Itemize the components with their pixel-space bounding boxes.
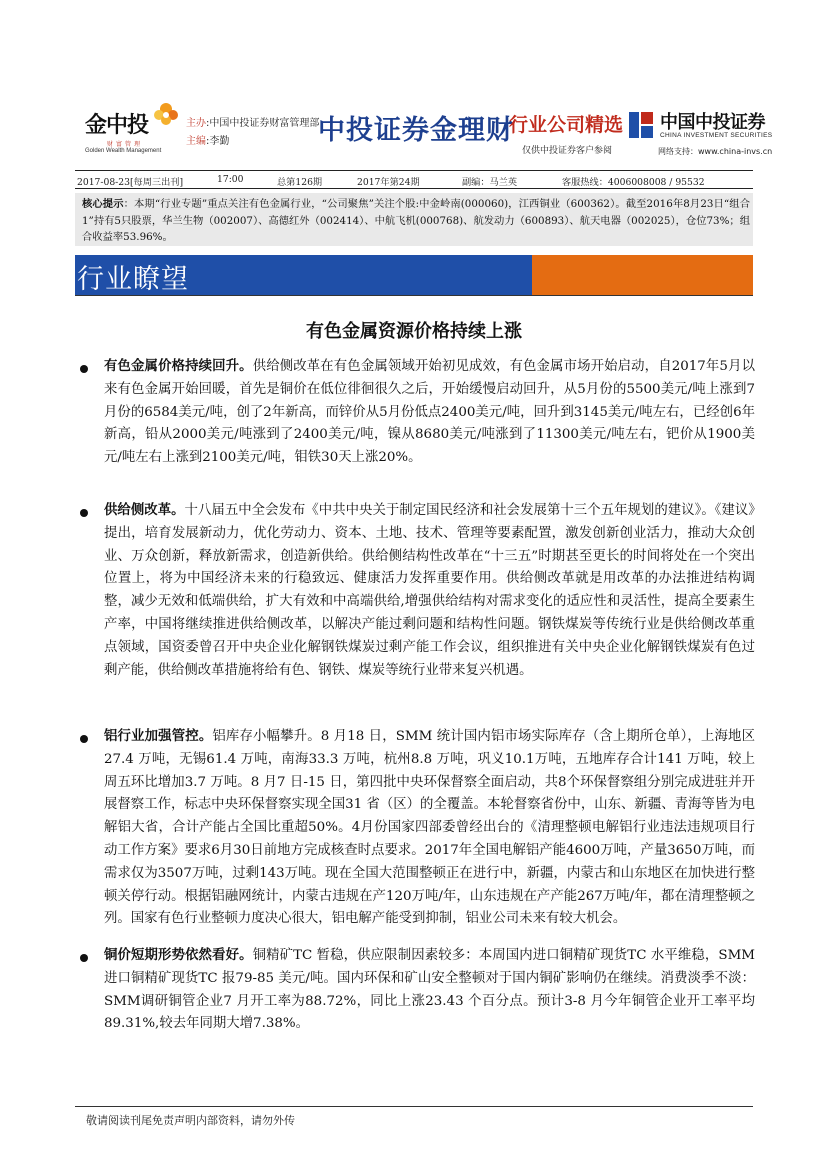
hotline: 客服热线：4006008008 / 95532 [562, 177, 705, 188]
logo-cn-sub: 财富管理 [107, 141, 144, 148]
editor-value: :李勤 [206, 136, 230, 147]
list-item: 铜价短期形势依然看好。铜精矿TC 暂稳，供应限制因素较多：本周国内进口铜精矿现货TC 水平维稳，SMM进口铜精矿现货TC 报79-85 美元/吨。国内环保和矿山安全整顿对于国内铜矿影响仍在继续。消费淡季不淡：SMM调研铜管企业7 月开工率为88.72%，同比上涨23.43 个百分点。预计3-8 月今年铜管企业开工率平均89.31%,较去年同期大增7.38%。 [104, 948, 755, 1032]
footer-rule [75, 1106, 753, 1107]
column-subtitle: 仅供中投证券客户参阅 [522, 146, 613, 156]
host-value: :中国中投证券财富管理部 [206, 118, 320, 129]
info-rule [75, 188, 753, 189]
core-tips-text: 核心提示：本期“行业专题”重点关注有色金属行业，“公司聚焦”关注个股:中金岭南(000060)，江西铜业（600362）。截至2016年8月23日“组合1”持有5只股票，华兰生物（002007）、高德红外（002414）、中航飞机(000768)、航发动力（600893）、航天电器（002025），仓位73%；组合收益率53.96%。 [82, 198, 750, 244]
editor-label: 主编 [186, 136, 206, 147]
logo-name: 金中投 [85, 113, 149, 138]
company-name-en: CHINA INVESTMENT SECURITIES [660, 132, 773, 139]
list-item: 铝行业加强管控。铝库存小幅攀升。8 月18 日，SMM 统计国内铝市场实际库存（含上期所仓单），上海地区27.4 万吨，无锡61.4 万吨，南海33.3 万吨，杭州8.8 万吨，巩义10.1万吨，五地库存合计141 万吨，较上周五环比增加3.7 万吨。8 月7 日-15 日，第四批中央环保督察全面启动，共8个环保督察组分别完成进驻并开展督察工作，标志中央环保督察实现全国31 省（区）的全覆盖。本轮督察省份中，山东、新疆、青海等皆为电解铝大省，合计产能占全国比重超50%。4月份国家四部委曾经出台的《清理整顿电解铝行业违法违规项目行动工作方案》要求6月30日前地方完成核查时点要求。2017年全国电解铝产能4600万吨，产量3650万吨，而需求仅为3507万吨，过剩143万吨。现在全国大范围整顿正在进行中，新疆，内蒙古和山东地区在加快进行整顿关停行动。根据铝融网统计，内蒙古违规在产120万吨/年，山东违规在产产能267万吨/年，都在清理整顿之列。国家有色行业整顿力度决心很大，铝电解产能受到抑制，铝业公司未来有较大机会。 [104, 729, 755, 927]
cics-logo-icon [627, 110, 655, 140]
section-banner-accent [532, 255, 753, 295]
deputy-editor: 副编：马兰英 [462, 177, 518, 188]
flower-logo-icon [150, 100, 182, 132]
bullet-icon [80, 365, 88, 373]
issue-total: 总第126期 [277, 177, 323, 188]
section-title: 行业瞭望 [77, 264, 189, 295]
bullet-icon [80, 954, 88, 962]
list-item: 供给侧改革。十八届五中全会发布《中共中央关于制定国民经济和社会发展第十三个五年规划的建议》。《建议》提出，培育发展新动力，优化劳动力、资本、土地、技术、管理等要素配置，激发创新创业活力，推动大众创业、万众创新，释放新需求，创造新供给。供给侧结构性改革在“十三五”时期甚至更长的时间将处在一个突出位置上，将为中国经济未来的行稳致远、健康活力发挥重要作用。供给侧改革就是用改革的办法推进结构调整，减少无效和低端供给，扩大有效和中高端供给,增强供给结构对需求变化的适应性和灵活性，提高全要素生产率，中国将继续推进供给侧改革，以解决产能过剩问题和结构性问题。钢铁煤炭等传统行业是供给侧改革重点领域，国资委曾召开中央企业化解钢铁煤炭过剩产能工作会议，组织推进有关中央企业化解钢铁煤炭有色过剩产能，供给侧改革措施将给有色、钢铁、煤炭等统行业带来复兴机遇。 [104, 503, 756, 678]
website-link[interactable]: 网络支持：www.china-invs.cn [658, 147, 773, 156]
logo-en-sub: Golden Wealth Management [85, 148, 162, 154]
banner-rule [75, 295, 753, 296]
issue-time: 17:00 [217, 174, 244, 185]
bullet-icon [80, 735, 88, 743]
host-label: 主办 [186, 118, 206, 129]
issue-date: 2017-08-23[每周三出刊] [77, 177, 184, 188]
article-headline: 有色金属资源价格持续上涨 [306, 321, 522, 342]
issue-info-bar [77, 174, 753, 188]
core-tips-label: 核心提示 [82, 198, 124, 210]
organizer-block [186, 115, 319, 151]
column-title: 行业公司精选 [509, 114, 624, 136]
list-item: 有色金属价格持续回升。供给侧改革在有色金属领域开始初见成效，有色金属市场开始启动，自2017年5月以来有色金属开始回暖，首先是铜价在低位徘徊很久之后，开始缓慢启动回升，从5月份的5500美元/吨上涨到7月份的6584美元/吨，创了2年新高，而锌价从5月份低点2400美元/吨，回升到3145美元/吨左右，已经创6年新高，铅从2000美元/吨涨到了2400美元/吨，镍从8680美元/吨涨到了11300美元/吨左右，钯价从1900美元/吨左右上涨到2100美元/吨，钼铁30天上涨20%。 [104, 359, 755, 466]
company-name: 中国中投证券 [660, 112, 765, 133]
bullet-icon [80, 509, 88, 517]
brand-title: 中投证券金理财 [318, 115, 514, 146]
footer-notice: 敬请阅读刊尾免责声明内部资料，请勿外传 [86, 1114, 295, 1127]
header-rule [75, 170, 753, 171]
issue-year: 2017年第24期 [357, 177, 420, 188]
